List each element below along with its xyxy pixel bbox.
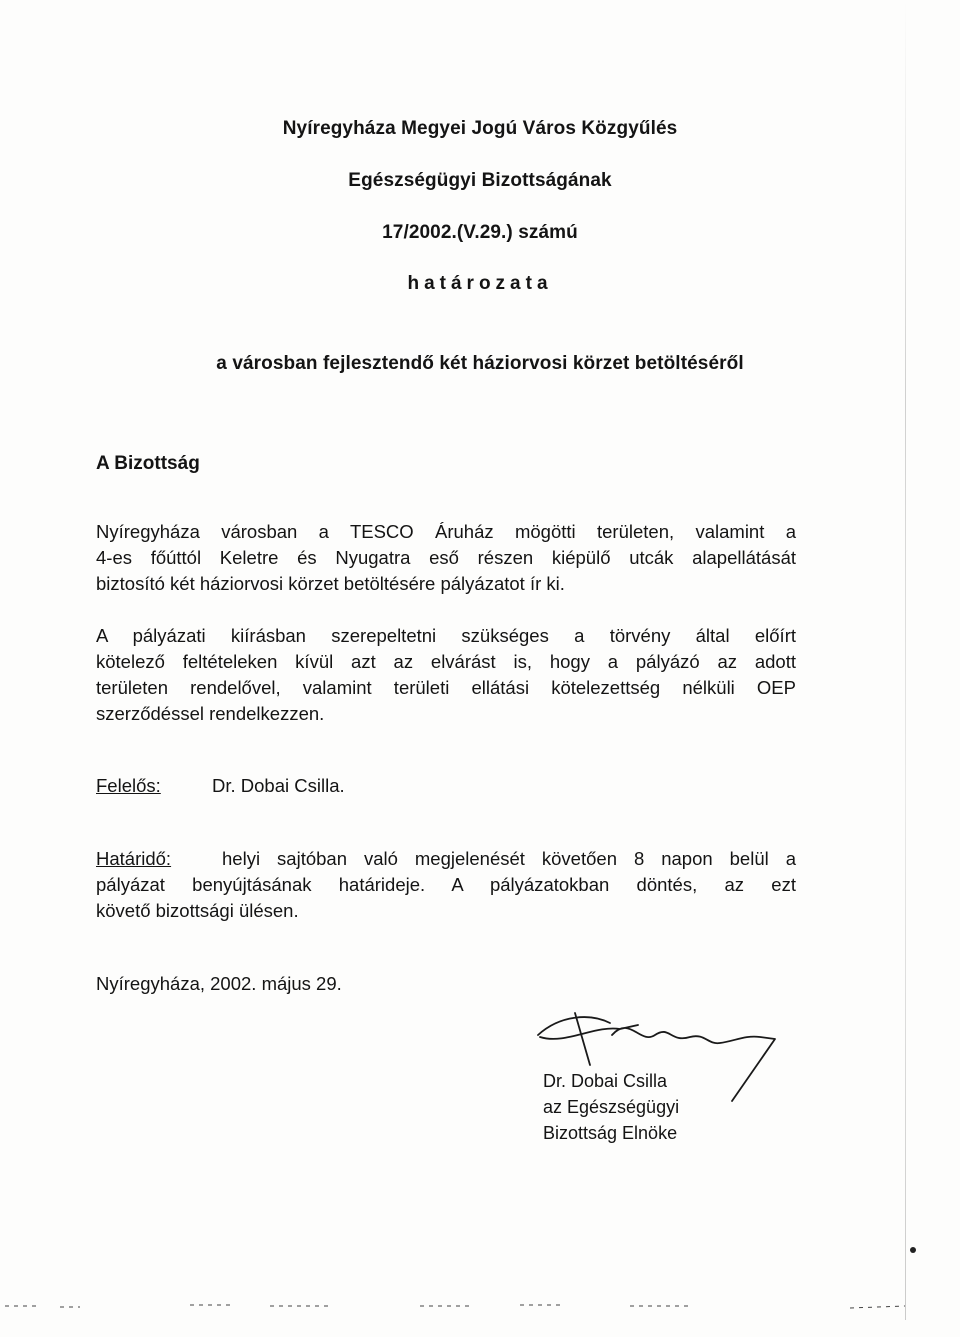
scan-edge-line (905, 0, 906, 1320)
paragraph-2 (96, 623, 796, 727)
paragraph-2-line: területen rendelővel, valamint területi ellátási kötelezettség nélküli OEP (96, 677, 796, 698)
deadline-line-3: követő bizottsági ülésen. (96, 900, 299, 921)
resolution-number: 17/2002.(V.29.) számú (382, 222, 578, 243)
scan-bottom-artifacts (0, 1300, 960, 1312)
paragraph-2-line: szerződéssel rendelkezzen. (96, 703, 325, 724)
responsible-value: Dr. Dobai Csilla. (212, 775, 345, 796)
deadline-line-1 (96, 846, 796, 872)
paragraph-1-line: 4-es főúttól Keletre és Nyugatra eső részen kiépülő utcák alapellátását (96, 547, 796, 568)
signatory-title-1: az Egészségügyi (543, 1097, 680, 1117)
paragraph-1-line: biztosító két háziorvosi körzet betöltésére pályázatot ír ki. (96, 573, 565, 594)
signatory-name: Dr. Dobai Csilla (543, 1071, 668, 1091)
deadline-line-2: pályázat benyújtásának határideje. A pályázatokban döntés, az ezt (96, 874, 796, 895)
council-title: Nyíregyháza Megyei Jogú Város Közgyűlés (282, 118, 678, 139)
place-and-date: Nyíregyháza, 2002. május 29. (96, 973, 342, 994)
deadline-label: Határidő: (96, 848, 172, 869)
signatory-title-2: Bizottság Elnöke (543, 1123, 678, 1143)
deadline-text: helyi sajtóban való megjelenését követően 8 napon belül a (222, 848, 796, 869)
resolution-subject: a városban fejlesztendő két háziorvosi körzet betöltéséről (216, 353, 744, 374)
paragraph-1-line: Nyíregyháza városban a TESCO Áruház mögötti területen, valamint a (96, 521, 796, 542)
committee-label: A Bizottság (96, 453, 200, 474)
resolution-heading: határozata (407, 273, 553, 294)
deadline-paragraph (96, 846, 796, 924)
signature-block (543, 1068, 679, 1146)
paragraph-2-line: kötelező feltételeken kívül azt az elvárást is, hogy a pályázó az adott (96, 651, 796, 672)
responsible-label: Felelős: (96, 775, 161, 796)
paragraph-1 (96, 519, 796, 597)
scan-mark (910, 1247, 916, 1253)
paragraph-2-line: A pályázati kiírásban szerepeltetni szükséges a törvény által előírt (96, 625, 796, 646)
committee-title: Egészségügyi Bizottságának (348, 170, 612, 191)
